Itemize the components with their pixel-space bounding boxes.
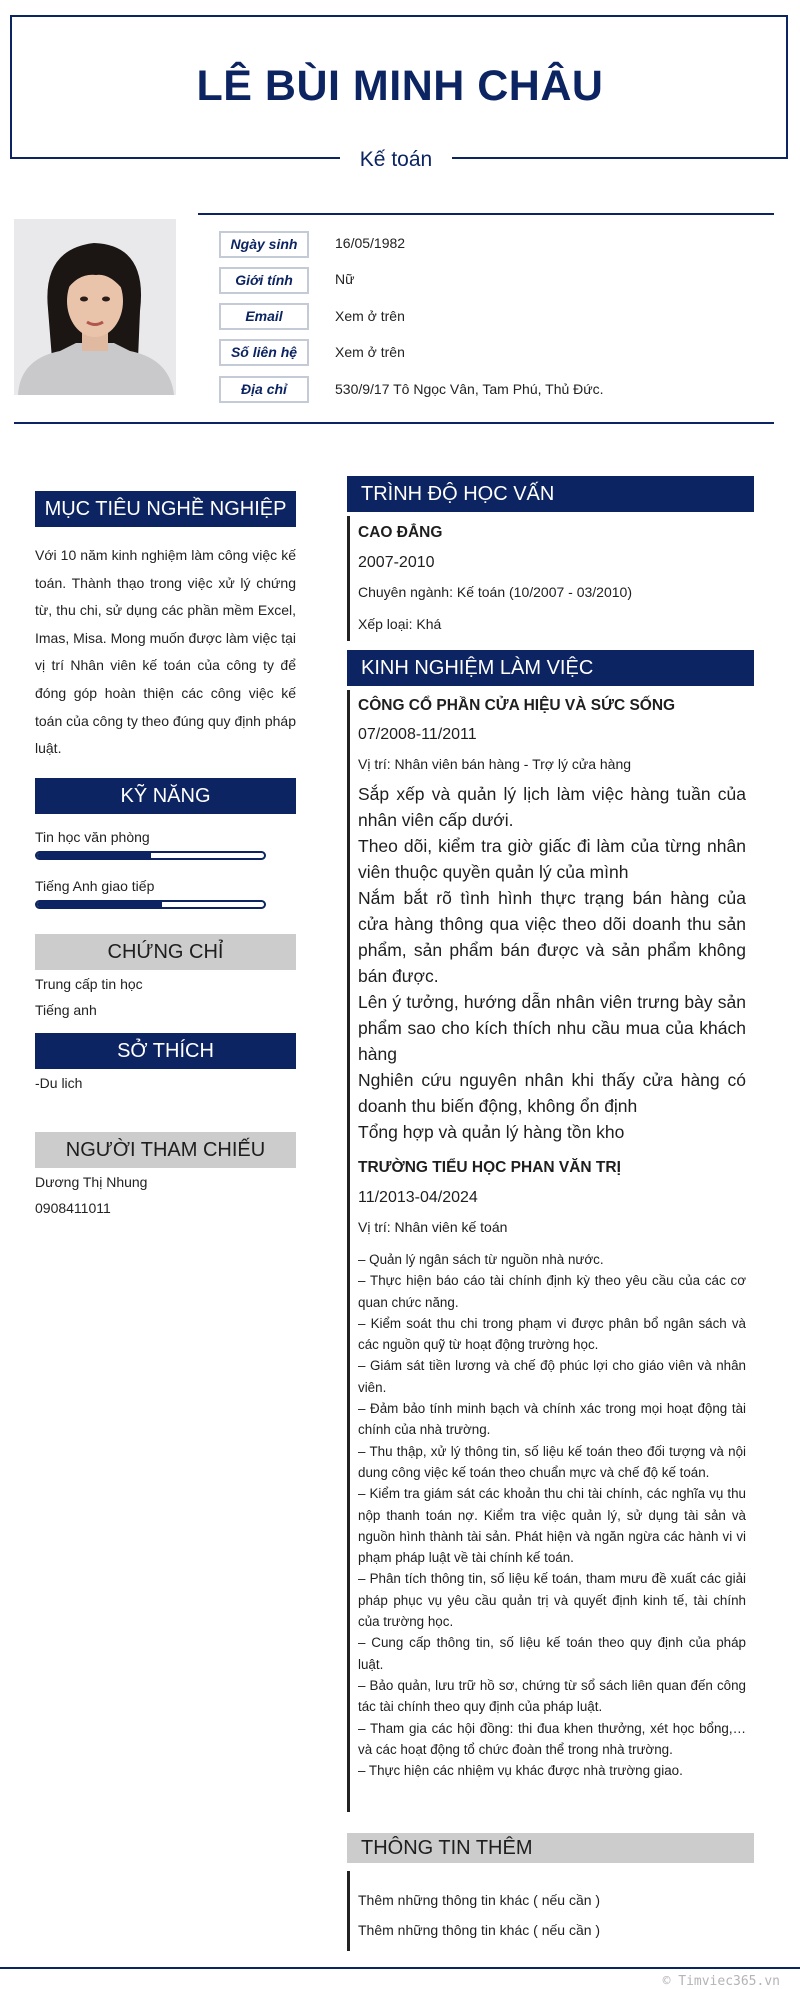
hobby-item: -Du lich: [35, 1075, 83, 1091]
info-value-phone: Xem ở trên: [335, 344, 405, 360]
duty-item: – Thu thập, xử lý thông tin, số liệu kế toán theo đối tượng và nội dung công việc kế toán theo chuẩn mực và chế độ kế toán.: [358, 1443, 746, 1480]
additional-item: Thêm những thông tin khác ( nếu cần ): [358, 1892, 601, 1908]
job-period: 07/2008-11/2011: [358, 726, 477, 743]
job-position: Vị trí: Nhân viên kế toán: [358, 1219, 508, 1235]
duty-item: – Cung cấp thông tin, số liệu kế toán theo quy định của pháp luật.: [358, 1635, 746, 1672]
experience-timeline-line: [347, 690, 350, 1812]
duty-item: Nghiên cứu nguyên nhân khi thấy cửa hàng có doanh thu biến động, không ổn định: [358, 1070, 746, 1116]
info-label-birthdate: Ngày sinh: [219, 231, 309, 258]
job-title: Kế toán: [340, 145, 452, 175]
duty-item: – Thực hiện các nhiệm vụ khác được nhà trường giao.: [358, 1763, 683, 1779]
skills-header: KỸ NĂNG: [35, 778, 296, 814]
info-divider-top: [198, 213, 774, 215]
objective-text: Với 10 năm kinh nghiệm làm công việc kế toán. Thành thạo trong việc xử lý chứng từ, thu chi, sử dụng các phần mềm Excel, Imas, Misa. Mong muốn được làm việc tại vị trí Nhân viên kế toán của công ty để đóng góp hoàn thiện các công việc kế toán của công ty theo đúng quy định pháp luật.: [35, 547, 296, 757]
skill-level-fill: [37, 853, 151, 858]
certificate-item: Tiếng anh: [35, 1002, 97, 1018]
duty-item: – Thực hiện báo cáo tài chính định kỳ theo yêu cầu của các cơ quan chức năng.: [358, 1273, 746, 1310]
additional-header: THÔNG TIN THÊM: [347, 1833, 754, 1863]
certificate-item: Trung cấp tin học: [35, 976, 143, 992]
education-major: Chuyên ngành: Kế toán (10/2007 - 03/2010): [358, 584, 632, 600]
education-timeline-line: [347, 516, 350, 641]
info-label-address: Địa chỉ: [219, 376, 309, 403]
info-divider-bottom: [14, 422, 774, 424]
skill-name: Tin học văn phòng: [35, 829, 150, 845]
skill-name: Tiếng Anh giao tiếp: [35, 878, 155, 894]
job-position: Vị trí: Nhân viên bán hàng - Trợ lý cửa hàng: [358, 756, 632, 772]
duty-item: Nắm bắt rõ tình hình thực trạng bán hàng của cửa hàng thông qua việc theo dõi doanh thu sản phẩm, sản phẩm bán được và sản phẩm không bán được.: [358, 888, 746, 986]
duty-item: – Tham gia các hội đồng: thi đua khen thưởng, xét học bổng,… và các hoạt động tổ chức đoàn thể trong nhà trường.: [358, 1720, 746, 1757]
duty-item: – Phân tích thông tin, số liệu kế toán, tham mưu đề xuất các giải pháp phục vụ yêu cầu quản trị và quyết định kinh tế, tài chính của trường học.: [358, 1571, 746, 1630]
job-company: CÔNG CỔ PHẦN CỬA HIỆU VÀ SỨC SỐNG: [358, 697, 676, 714]
education-school: CAO ĐẲNG: [358, 524, 443, 541]
education-header: TRÌNH ĐỘ HỌC VẤN: [347, 476, 754, 512]
skill-level-bar: [35, 851, 266, 860]
education-grade: Xếp loại: Khá: [358, 616, 442, 632]
info-label-gender: Giới tính: [219, 267, 309, 294]
hobbies-header: SỞ THÍCH: [35, 1033, 296, 1069]
duty-item: – Giám sát tiền lương và chế độ phúc lợi cho giáo viên và nhân viên.: [358, 1358, 746, 1395]
portrait-illustration: [14, 219, 176, 395]
info-label-phone: Số liên hệ: [219, 339, 309, 366]
skill-level-fill: [37, 902, 162, 907]
certificates-header: CHỨNG CHỈ: [35, 934, 296, 970]
additional-timeline-line: [347, 1871, 350, 1951]
reference-phone: 0908411011: [35, 1200, 111, 1216]
references-header: NGƯỜI THAM CHIẾU: [35, 1132, 296, 1168]
duty-item: – Kiểm tra giám sát các khoản thu chi tài chính, các nghĩa vụ thu nộp thanh toán nợ. Kiểm tra việc quản lý, sử dụng tài sản và nguồn hình thành tài sản. Phát hiện và ngăn ngừa các hành vi vi phạm pháp luật về tài chính kế toán.: [358, 1486, 746, 1566]
info-label-email: Email: [219, 303, 309, 330]
info-value-email: Xem ở trên: [335, 308, 405, 324]
candidate-name: LÊ BÙI MINH CHÂU: [196, 62, 604, 110]
duty-item: – Quản lý ngân sách từ nguồn nhà nước.: [358, 1252, 604, 1267]
duty-item: Lên ý tưởng, hướng dẫn nhân viên trưng bày sản phẩm sao cho kích thích nhu cầu mua của khách hàng: [358, 992, 746, 1064]
profile-photo: [14, 219, 176, 395]
info-value-birthdate: 16/05/1982: [335, 235, 406, 251]
education-period: 2007-2010: [358, 554, 435, 571]
duty-item: Sắp xếp và quản lý lịch làm việc hàng tuần của nhân viên cấp dưới.: [358, 784, 746, 830]
footer-divider: [0, 1967, 800, 1969]
job-company: TRƯỜNG TIỂU HỌC PHAN VĂN TRỊ: [358, 1159, 621, 1176]
info-value-address: 530/9/17 Tô Ngọc Vân, Tam Phú, Thủ Đức.: [335, 381, 604, 397]
duty-item: Tổng hợp và quản lý hàng tồn kho: [358, 1122, 625, 1142]
info-value-gender: Nữ: [335, 271, 355, 287]
skill-level-bar: [35, 900, 266, 909]
experience-header: KINH NGHIỆM LÀM VIỆC: [347, 650, 754, 686]
reference-name: Dương Thị Nhung: [35, 1174, 148, 1190]
duty-item: – Bảo quản, lưu trữ hồ sơ, chứng từ sổ sách liên quan đến công tác tài chính theo quy định của pháp luật.: [358, 1677, 746, 1715]
watermark: © Timviec365.vn: [662, 1974, 780, 1989]
duty-item: – Kiểm soát thu chi trong phạm vi được phân bổ ngân sách và các nguồn quỹ từ hoạt động trường học.: [358, 1315, 746, 1353]
job-duties: [358, 781, 746, 1145]
duty-item: – Đảm bảo tính minh bạch và chính xác trong mọi hoạt động tài chính của nhà trường.: [358, 1401, 746, 1438]
job-period: 11/2013-04/2024: [358, 1189, 478, 1206]
objective-header: MỤC TIÊU NGHỀ NGHIỆP: [35, 491, 296, 527]
additional-item: Thêm những thông tin khác ( nếu cần ): [358, 1922, 601, 1938]
job-duties: [358, 1249, 746, 1781]
duty-item: Theo dõi, kiểm tra giờ giấc đi làm của từng nhân viên thuộc quyền quản lý của mình: [358, 836, 746, 882]
